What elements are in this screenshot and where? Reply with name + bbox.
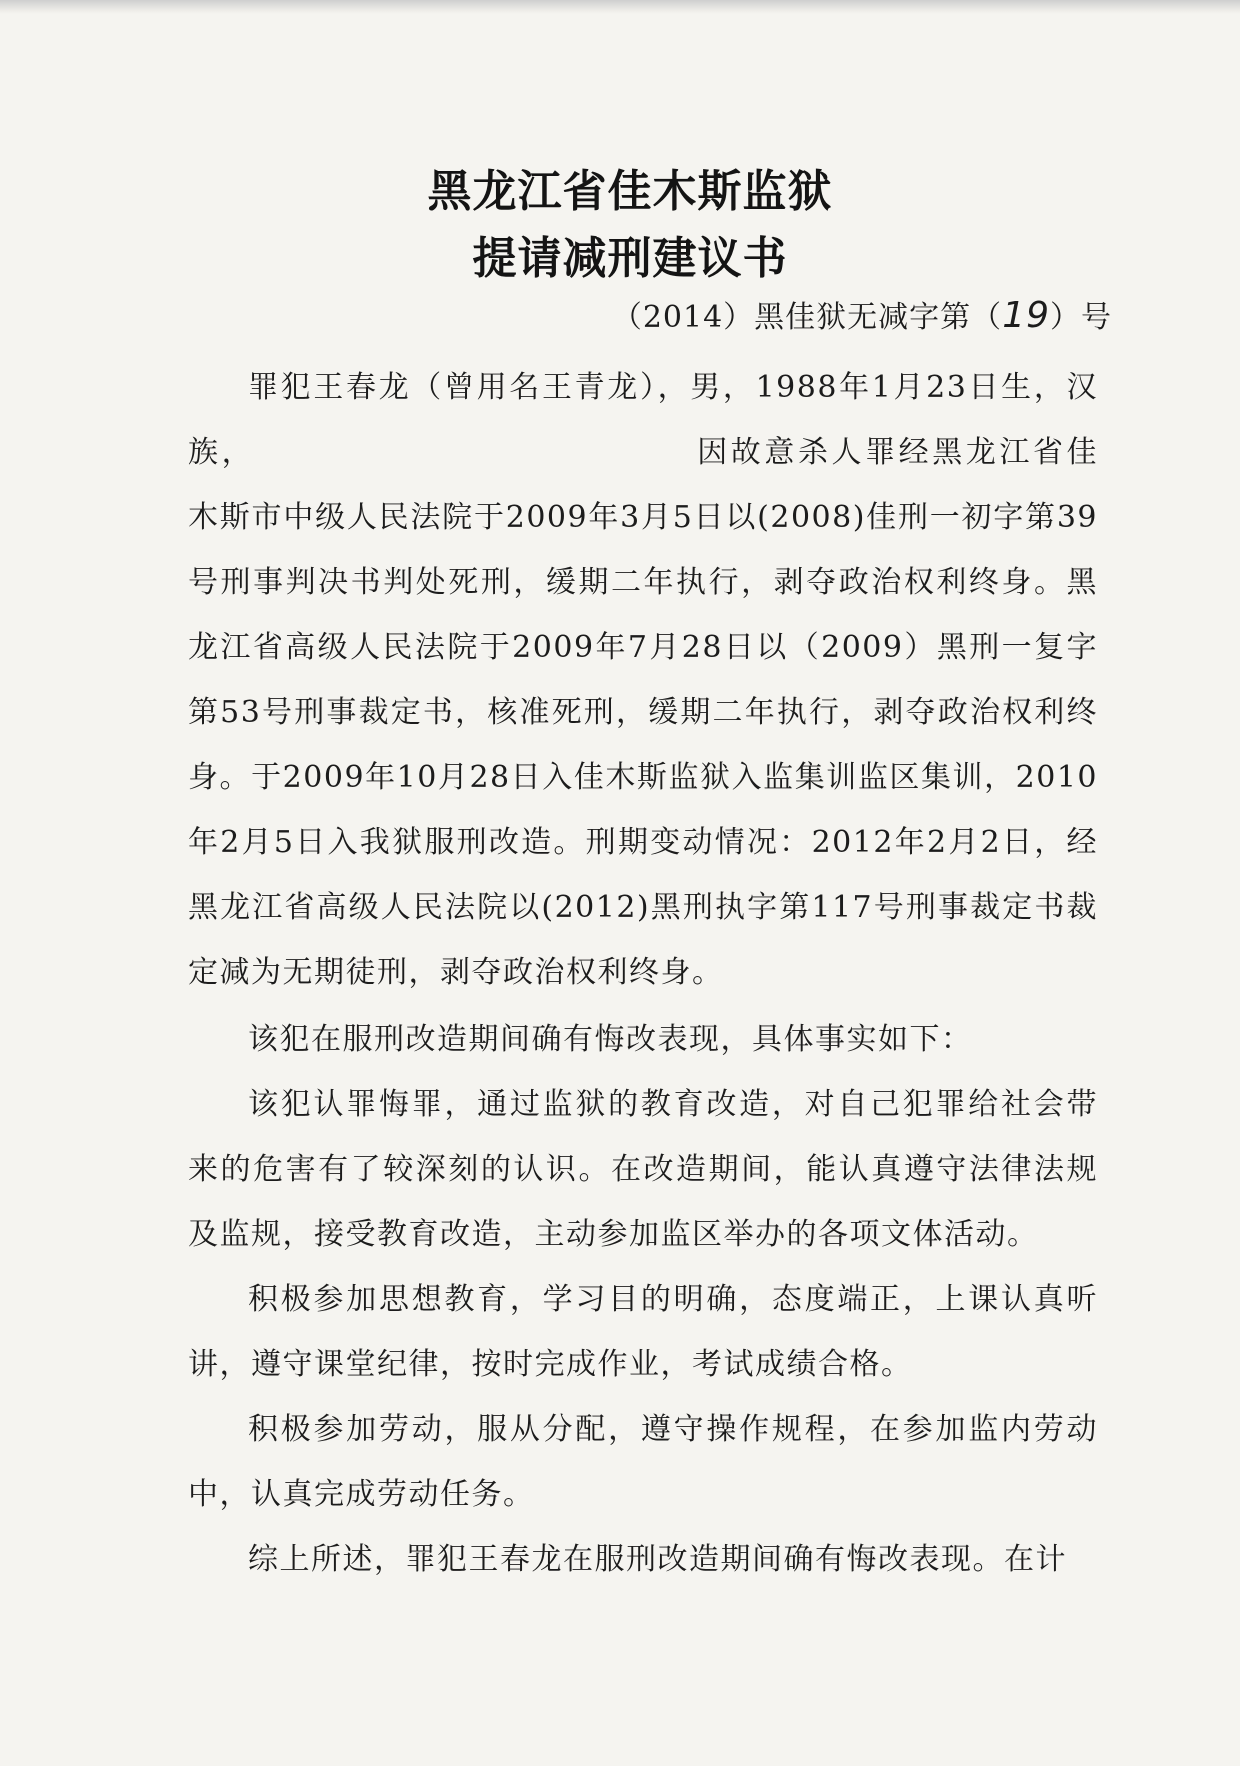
document-number bbox=[612, 292, 1112, 336]
document-title-line-2: 提请减刑建议书 bbox=[472, 233, 788, 284]
redacted-region bbox=[255, 439, 695, 469]
paragraph-education: 积极参加思想教育，学习目的明确，态度端正，上课认真听讲，遵守课堂纪律，按时完成作业，考试成绩合格。 bbox=[188, 1282, 1098, 1382]
document-body bbox=[188, 355, 1098, 1592]
document-number-prefix: （2014）黑佳狱无减字第（ bbox=[611, 300, 1003, 335]
paragraph-criminal-record bbox=[188, 355, 1098, 1005]
paragraph-criminal-record-part-1: 罪犯王春龙（曾用名王青龙），男，1988年1月23日生，汉族， bbox=[188, 370, 1098, 470]
paragraph-intro-facts: 该犯在服刑改造期间确有悔改表现，具体事实如下： bbox=[248, 1022, 973, 1057]
paragraph-labor: 积极参加劳动，服从分配，遵守操作规程，在参加监内劳动中，认真完成劳动任务。 bbox=[188, 1412, 1098, 1512]
document-title-line-1: 黑龙江省佳木斯监狱 bbox=[427, 166, 833, 217]
paragraph-criminal-record-part-2: 因故意杀人罪经黑龙江省佳木斯市中级人民法院于2009年3月5日以(2008)佳刑一初字第39号刑事判决书判处死刑，缓期二年执行，剥夺政治权利终身。黑龙江省高级人民法院于2009年7月28日以（2009）黑刑一复字第53号刑事裁定书，核准死刑，缓期二年执行，剥夺政治权利终身。于2009年10月28日入佳木斯监狱入监集训监区集训，2010年2月5日入我狱服刑改造。刑期变动情况：2012年2月2日，经黑龙江省高级人民法院以(2012)黑刑执字第117号刑事裁定书裁定减为无期徒刑，剥夺政治权利终身。 bbox=[188, 435, 1099, 990]
document-number-suffix: ）号 bbox=[1050, 300, 1112, 335]
document-number-value: 19 bbox=[1002, 295, 1050, 336]
paragraph-repentance: 该犯认罪悔罪，通过监狱的教育改造，对自己犯罪给社会带来的危害有了较深刻的认识。在改造期间，能认真遵守法律法规及监规，接受教育改造，主动参加监区举办的各项文体活动。 bbox=[188, 1087, 1098, 1252]
paragraph-conclusion: 综上所述，罪犯王春龙在服刑改造期间确有悔改表现。在计 bbox=[248, 1542, 1067, 1577]
